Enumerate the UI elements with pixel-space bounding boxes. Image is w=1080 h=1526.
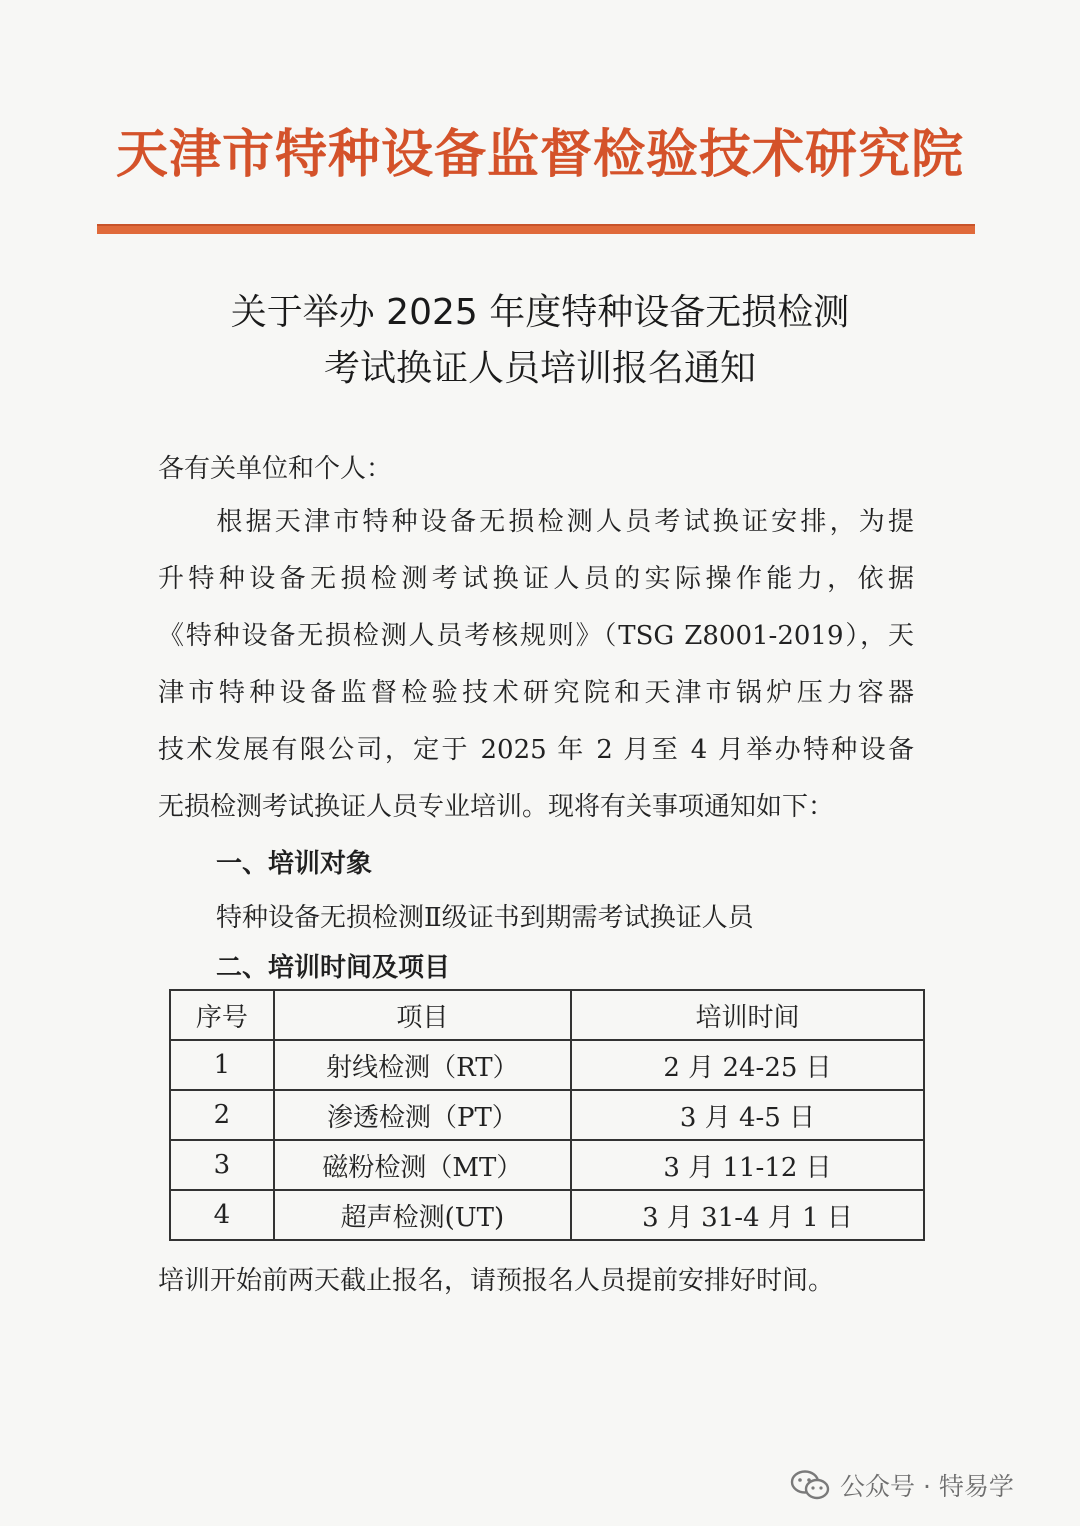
header-divider [97,224,975,234]
paragraph-line: 根据天津市特种设备无损检测人员考试换证安排，为提 [158,507,914,537]
institution-header: 天津市特种设备监督检验技术研究院 [115,125,964,185]
title-line-2: 考试换证人员培训报名通知 [323,348,756,389]
cell-number: 1 [170,1040,274,1090]
section-heading-schedule: 二、培训时间及项目 [216,953,451,983]
cell-item: 磁粉检测（MT） [274,1140,571,1190]
watermark [790,1465,1014,1505]
cell-time: 3 月 4-5 日 [571,1090,924,1140]
cell-time: 3 月 11-12 日 [571,1140,924,1190]
cell-number: 3 [170,1140,274,1190]
table-row [170,1190,924,1240]
paragraph-line: 《特种设备无损检测人员考核规则》（TSG Z8001-2019），天 [158,621,914,651]
section-heading-training-target: 一、培训对象 [216,849,373,879]
cell-time: 3 月 31-4 月 1 日 [571,1190,924,1240]
document-title [0,285,1080,397]
cell-item: 射线检测（RT） [274,1040,571,1090]
table-row [170,1090,924,1140]
wechat-icon [790,1469,830,1501]
paragraph-line: 升特种设备无损检测考试换证人员的实际操作能力，依据 [158,564,914,594]
schedule-table [169,989,925,1241]
cell-number: 2 [170,1090,274,1140]
paragraph-line: 无损检测考试换证人员专业培训。现将有关事项通知如下： [158,792,835,822]
closing-note: 培训开始前两天截止报名，请预报名人员提前安排好时间。 [158,1266,835,1296]
cell-item: 超声检测(UT) [274,1190,571,1240]
paragraph-line: 津市特种设备监督检验技术研究院和天津市锅炉压力容器 [158,678,914,708]
header-cell-number: 序号 [170,990,274,1040]
training-target-text: 特种设备无损检测Ⅱ级证书到期需考试换证人员 [216,903,754,933]
salutation: 各有关单位和个人： [158,454,393,484]
cell-item: 渗透检测（PT） [274,1090,571,1140]
table-row [170,1140,924,1190]
cell-number: 4 [170,1190,274,1240]
header-cell-item: 项目 [274,990,571,1040]
watermark-text: 公众号 · 特易学 [840,1472,1014,1501]
paragraph-line: 技术发展有限公司，定于 2025 年 2 月至 4 月举办特种设备 [158,735,914,765]
header-cell-time: 培训时间 [571,990,924,1040]
table-row [170,1040,924,1090]
title-line-1: 关于举办 2025 年度特种设备无损检测 [230,292,850,333]
cell-time: 2 月 24-25 日 [571,1040,924,1090]
table-header-row [170,990,924,1040]
